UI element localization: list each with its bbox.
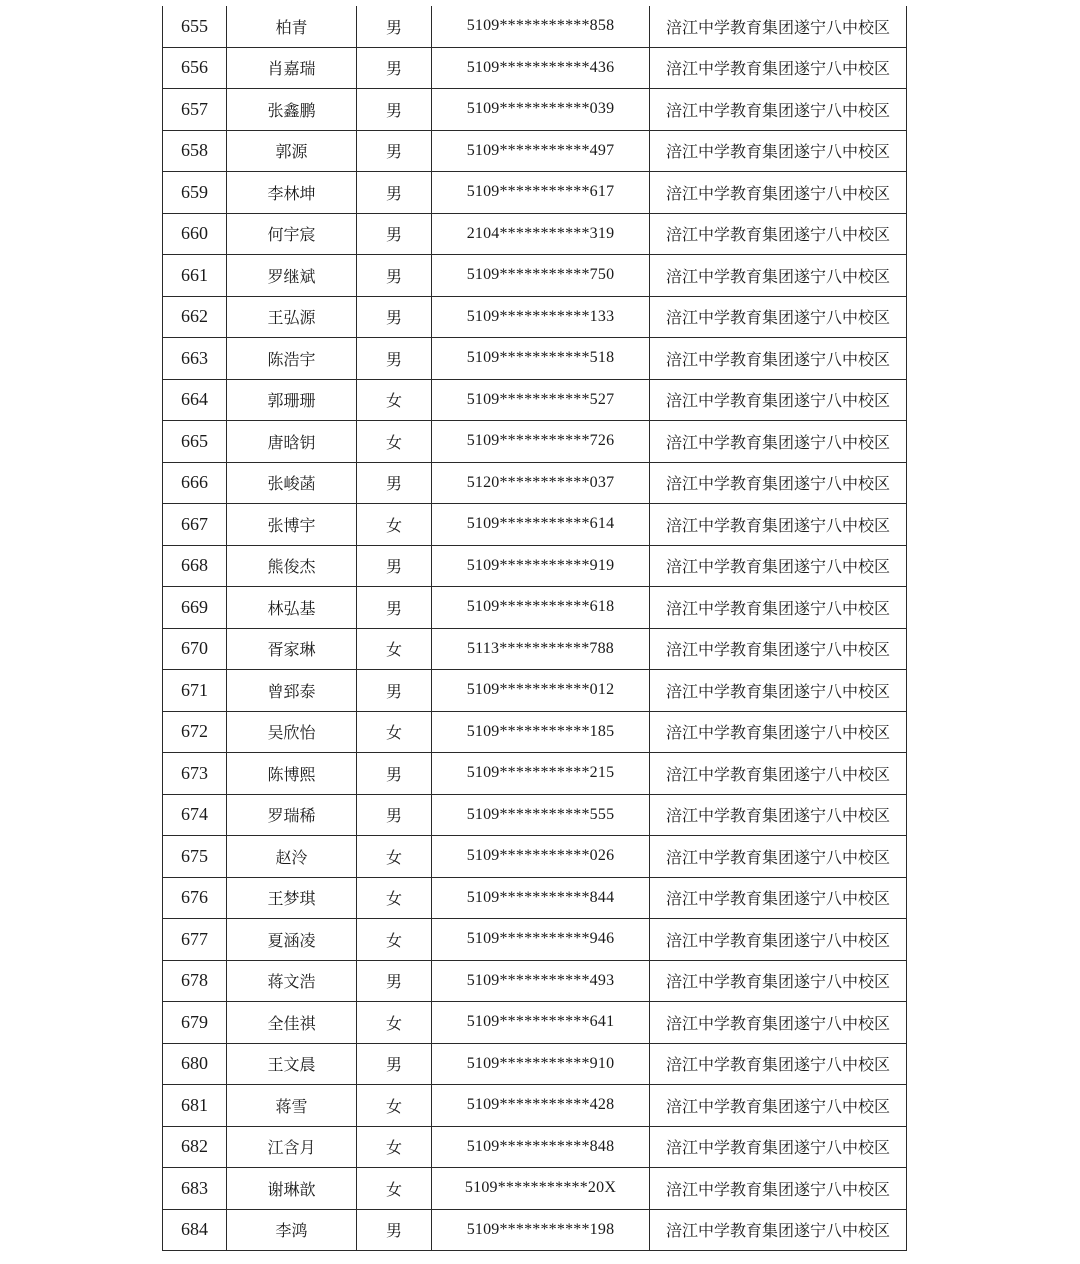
masked-id-number: 5109***********518 bbox=[432, 338, 650, 380]
row-number: 678 bbox=[163, 960, 227, 1002]
school-name: 涪江中学教育集团遂宁八中校区 bbox=[650, 462, 907, 504]
student-gender: 女 bbox=[357, 379, 432, 421]
masked-id-number: 5109***********527 bbox=[432, 379, 650, 421]
student-name: 熊俊杰 bbox=[227, 545, 357, 587]
student-name: 夏涵凌 bbox=[227, 919, 357, 961]
masked-id-number: 5109***********858 bbox=[432, 6, 650, 47]
table-row bbox=[163, 670, 907, 712]
student-gender: 男 bbox=[357, 587, 432, 629]
student-gender: 男 bbox=[357, 1043, 432, 1085]
student-gender: 女 bbox=[357, 421, 432, 463]
student-name: 何宇宸 bbox=[227, 213, 357, 255]
table-row bbox=[163, 1085, 907, 1127]
table-row bbox=[163, 89, 907, 131]
row-number: 659 bbox=[163, 172, 227, 214]
row-number: 679 bbox=[163, 1002, 227, 1044]
table-row bbox=[163, 379, 907, 421]
school-name: 涪江中学教育集团遂宁八中校区 bbox=[650, 338, 907, 380]
student-gender: 女 bbox=[357, 877, 432, 919]
student-gender: 男 bbox=[357, 670, 432, 712]
student-name: 陈浩宇 bbox=[227, 338, 357, 380]
student-name: 蒋雪 bbox=[227, 1085, 357, 1127]
masked-id-number: 5109***********910 bbox=[432, 1043, 650, 1085]
row-number: 661 bbox=[163, 255, 227, 297]
masked-id-number: 5109***********436 bbox=[432, 47, 650, 89]
school-name: 涪江中学教育集团遂宁八中校区 bbox=[650, 1126, 907, 1168]
masked-id-number: 5109***********133 bbox=[432, 296, 650, 338]
masked-id-number: 5109***********497 bbox=[432, 130, 650, 172]
masked-id-number: 5109***********039 bbox=[432, 89, 650, 131]
school-name: 涪江中学教育集团遂宁八中校区 bbox=[650, 545, 907, 587]
masked-id-number: 5109***********215 bbox=[432, 753, 650, 795]
row-number: 668 bbox=[163, 545, 227, 587]
student-gender: 女 bbox=[357, 1002, 432, 1044]
student-name: 谢琳歆 bbox=[227, 1168, 357, 1210]
school-name: 涪江中学教育集团遂宁八中校区 bbox=[650, 836, 907, 878]
student-gender: 男 bbox=[357, 255, 432, 297]
school-name: 涪江中学教育集团遂宁八中校区 bbox=[650, 47, 907, 89]
masked-id-number: 5109***********493 bbox=[432, 960, 650, 1002]
student-name: 张峻菡 bbox=[227, 462, 357, 504]
student-roster-table bbox=[162, 6, 907, 1251]
student-gender: 女 bbox=[357, 836, 432, 878]
masked-id-number: 5109***********919 bbox=[432, 545, 650, 587]
school-name: 涪江中学教育集团遂宁八中校区 bbox=[650, 379, 907, 421]
table-row bbox=[163, 1043, 907, 1085]
table-row bbox=[163, 877, 907, 919]
school-name: 涪江中学教育集团遂宁八中校区 bbox=[650, 1002, 907, 1044]
school-name: 涪江中学教育集团遂宁八中校区 bbox=[650, 587, 907, 629]
student-gender: 女 bbox=[357, 919, 432, 961]
row-number: 658 bbox=[163, 130, 227, 172]
student-gender: 男 bbox=[357, 960, 432, 1002]
student-gender: 女 bbox=[357, 628, 432, 670]
school-name: 涪江中学教育集团遂宁八中校区 bbox=[650, 1043, 907, 1085]
table-row bbox=[163, 130, 907, 172]
row-number: 655 bbox=[163, 6, 227, 47]
school-name: 涪江中学教育集团遂宁八中校区 bbox=[650, 877, 907, 919]
masked-id-number: 5109***********20X bbox=[432, 1168, 650, 1210]
student-gender: 女 bbox=[357, 711, 432, 753]
table-row bbox=[163, 462, 907, 504]
school-name: 涪江中学教育集团遂宁八中校区 bbox=[650, 1085, 907, 1127]
student-name: 郭珊珊 bbox=[227, 379, 357, 421]
masked-id-number: 5109***********848 bbox=[432, 1126, 650, 1168]
table-row bbox=[163, 794, 907, 836]
student-name: 张鑫鹏 bbox=[227, 89, 357, 131]
school-name: 涪江中学教育集团遂宁八中校区 bbox=[650, 711, 907, 753]
table-row bbox=[163, 587, 907, 629]
student-name: 胥家琳 bbox=[227, 628, 357, 670]
student-gender: 男 bbox=[357, 130, 432, 172]
student-gender: 男 bbox=[357, 172, 432, 214]
masked-id-number: 5113***********788 bbox=[432, 628, 650, 670]
student-gender: 男 bbox=[357, 89, 432, 131]
row-number: 664 bbox=[163, 379, 227, 421]
school-name: 涪江中学教育集团遂宁八中校区 bbox=[650, 255, 907, 297]
school-name: 涪江中学教育集团遂宁八中校区 bbox=[650, 89, 907, 131]
school-name: 涪江中学教育集团遂宁八中校区 bbox=[650, 6, 907, 47]
row-number: 669 bbox=[163, 587, 227, 629]
student-name: 李鸿 bbox=[227, 1209, 357, 1251]
row-number: 663 bbox=[163, 338, 227, 380]
student-name: 曾郅泰 bbox=[227, 670, 357, 712]
table-row bbox=[163, 421, 907, 463]
table-row bbox=[163, 919, 907, 961]
masked-id-number: 5109***********428 bbox=[432, 1085, 650, 1127]
row-number: 667 bbox=[163, 504, 227, 546]
table-row bbox=[163, 711, 907, 753]
school-name: 涪江中学教育集团遂宁八中校区 bbox=[650, 421, 907, 463]
row-number: 656 bbox=[163, 47, 227, 89]
school-name: 涪江中学教育集团遂宁八中校区 bbox=[650, 753, 907, 795]
table-row bbox=[163, 1002, 907, 1044]
school-name: 涪江中学教育集团遂宁八中校区 bbox=[650, 670, 907, 712]
row-number: 660 bbox=[163, 213, 227, 255]
student-name: 罗继斌 bbox=[227, 255, 357, 297]
table-row bbox=[163, 545, 907, 587]
row-number: 682 bbox=[163, 1126, 227, 1168]
table-row bbox=[163, 296, 907, 338]
masked-id-number: 5109***********185 bbox=[432, 711, 650, 753]
student-name: 蒋文浩 bbox=[227, 960, 357, 1002]
row-number: 672 bbox=[163, 711, 227, 753]
student-name: 王梦琪 bbox=[227, 877, 357, 919]
row-number: 680 bbox=[163, 1043, 227, 1085]
student-name: 郭源 bbox=[227, 130, 357, 172]
school-name: 涪江中学教育集团遂宁八中校区 bbox=[650, 213, 907, 255]
student-name: 赵泠 bbox=[227, 836, 357, 878]
student-gender: 女 bbox=[357, 504, 432, 546]
row-number: 677 bbox=[163, 919, 227, 961]
student-gender: 女 bbox=[357, 1168, 432, 1210]
table-row bbox=[163, 6, 907, 47]
student-gender: 男 bbox=[357, 1209, 432, 1251]
student-name: 肖嘉瑞 bbox=[227, 47, 357, 89]
row-number: 662 bbox=[163, 296, 227, 338]
table-row bbox=[163, 1126, 907, 1168]
student-gender: 男 bbox=[357, 753, 432, 795]
student-gender: 男 bbox=[357, 296, 432, 338]
masked-id-number: 5109***********750 bbox=[432, 255, 650, 297]
school-name: 涪江中学教育集团遂宁八中校区 bbox=[650, 504, 907, 546]
masked-id-number: 5109***********726 bbox=[432, 421, 650, 463]
school-name: 涪江中学教育集团遂宁八中校区 bbox=[650, 296, 907, 338]
row-number: 666 bbox=[163, 462, 227, 504]
student-name: 罗瑞稀 bbox=[227, 794, 357, 836]
student-gender: 女 bbox=[357, 1085, 432, 1127]
student-gender: 男 bbox=[357, 794, 432, 836]
table-row bbox=[163, 836, 907, 878]
table-row bbox=[163, 960, 907, 1002]
student-gender: 女 bbox=[357, 1126, 432, 1168]
table-row bbox=[163, 504, 907, 546]
roster-body bbox=[163, 6, 907, 1251]
student-name: 唐晗钥 bbox=[227, 421, 357, 463]
student-name: 王弘源 bbox=[227, 296, 357, 338]
table-row bbox=[163, 47, 907, 89]
table-row bbox=[163, 628, 907, 670]
table-row bbox=[163, 255, 907, 297]
student-name: 江含月 bbox=[227, 1126, 357, 1168]
masked-id-number: 5109***********198 bbox=[432, 1209, 650, 1251]
row-number: 676 bbox=[163, 877, 227, 919]
school-name: 涪江中学教育集团遂宁八中校区 bbox=[650, 628, 907, 670]
student-gender: 男 bbox=[357, 462, 432, 504]
masked-id-number: 5109***********641 bbox=[432, 1002, 650, 1044]
school-name: 涪江中学教育集团遂宁八中校区 bbox=[650, 794, 907, 836]
table-row bbox=[163, 753, 907, 795]
row-number: 674 bbox=[163, 794, 227, 836]
masked-id-number: 5109***********946 bbox=[432, 919, 650, 961]
school-name: 涪江中学教育集团遂宁八中校区 bbox=[650, 919, 907, 961]
table-row bbox=[163, 338, 907, 380]
student-name: 全佳祺 bbox=[227, 1002, 357, 1044]
student-gender: 男 bbox=[357, 6, 432, 47]
school-name: 涪江中学教育集团遂宁八中校区 bbox=[650, 960, 907, 1002]
student-name: 陈博熙 bbox=[227, 753, 357, 795]
table-row bbox=[163, 172, 907, 214]
table-row bbox=[163, 1168, 907, 1210]
student-gender: 男 bbox=[357, 545, 432, 587]
row-number: 675 bbox=[163, 836, 227, 878]
masked-id-number: 2104***********319 bbox=[432, 213, 650, 255]
masked-id-number: 5120***********037 bbox=[432, 462, 650, 504]
student-gender: 男 bbox=[357, 47, 432, 89]
row-number: 665 bbox=[163, 421, 227, 463]
student-name: 李林坤 bbox=[227, 172, 357, 214]
student-gender: 男 bbox=[357, 338, 432, 380]
masked-id-number: 5109***********555 bbox=[432, 794, 650, 836]
school-name: 涪江中学教育集团遂宁八中校区 bbox=[650, 130, 907, 172]
row-number: 657 bbox=[163, 89, 227, 131]
row-number: 670 bbox=[163, 628, 227, 670]
table-row bbox=[163, 213, 907, 255]
masked-id-number: 5109***********614 bbox=[432, 504, 650, 546]
table-row bbox=[163, 1209, 907, 1251]
row-number: 673 bbox=[163, 753, 227, 795]
row-number: 681 bbox=[163, 1085, 227, 1127]
school-name: 涪江中学教育集团遂宁八中校区 bbox=[650, 172, 907, 214]
row-number: 683 bbox=[163, 1168, 227, 1210]
student-name: 柏青 bbox=[227, 6, 357, 47]
masked-id-number: 5109***********618 bbox=[432, 587, 650, 629]
masked-id-number: 5109***********844 bbox=[432, 877, 650, 919]
row-number: 671 bbox=[163, 670, 227, 712]
masked-id-number: 5109***********026 bbox=[432, 836, 650, 878]
row-number: 684 bbox=[163, 1209, 227, 1251]
student-name: 林弘基 bbox=[227, 587, 357, 629]
masked-id-number: 5109***********012 bbox=[432, 670, 650, 712]
school-name: 涪江中学教育集团遂宁八中校区 bbox=[650, 1209, 907, 1251]
school-name: 涪江中学教育集团遂宁八中校区 bbox=[650, 1168, 907, 1210]
student-name: 张博宇 bbox=[227, 504, 357, 546]
student-name: 吴欣怡 bbox=[227, 711, 357, 753]
student-gender: 男 bbox=[357, 213, 432, 255]
student-name: 王文晨 bbox=[227, 1043, 357, 1085]
masked-id-number: 5109***********617 bbox=[432, 172, 650, 214]
